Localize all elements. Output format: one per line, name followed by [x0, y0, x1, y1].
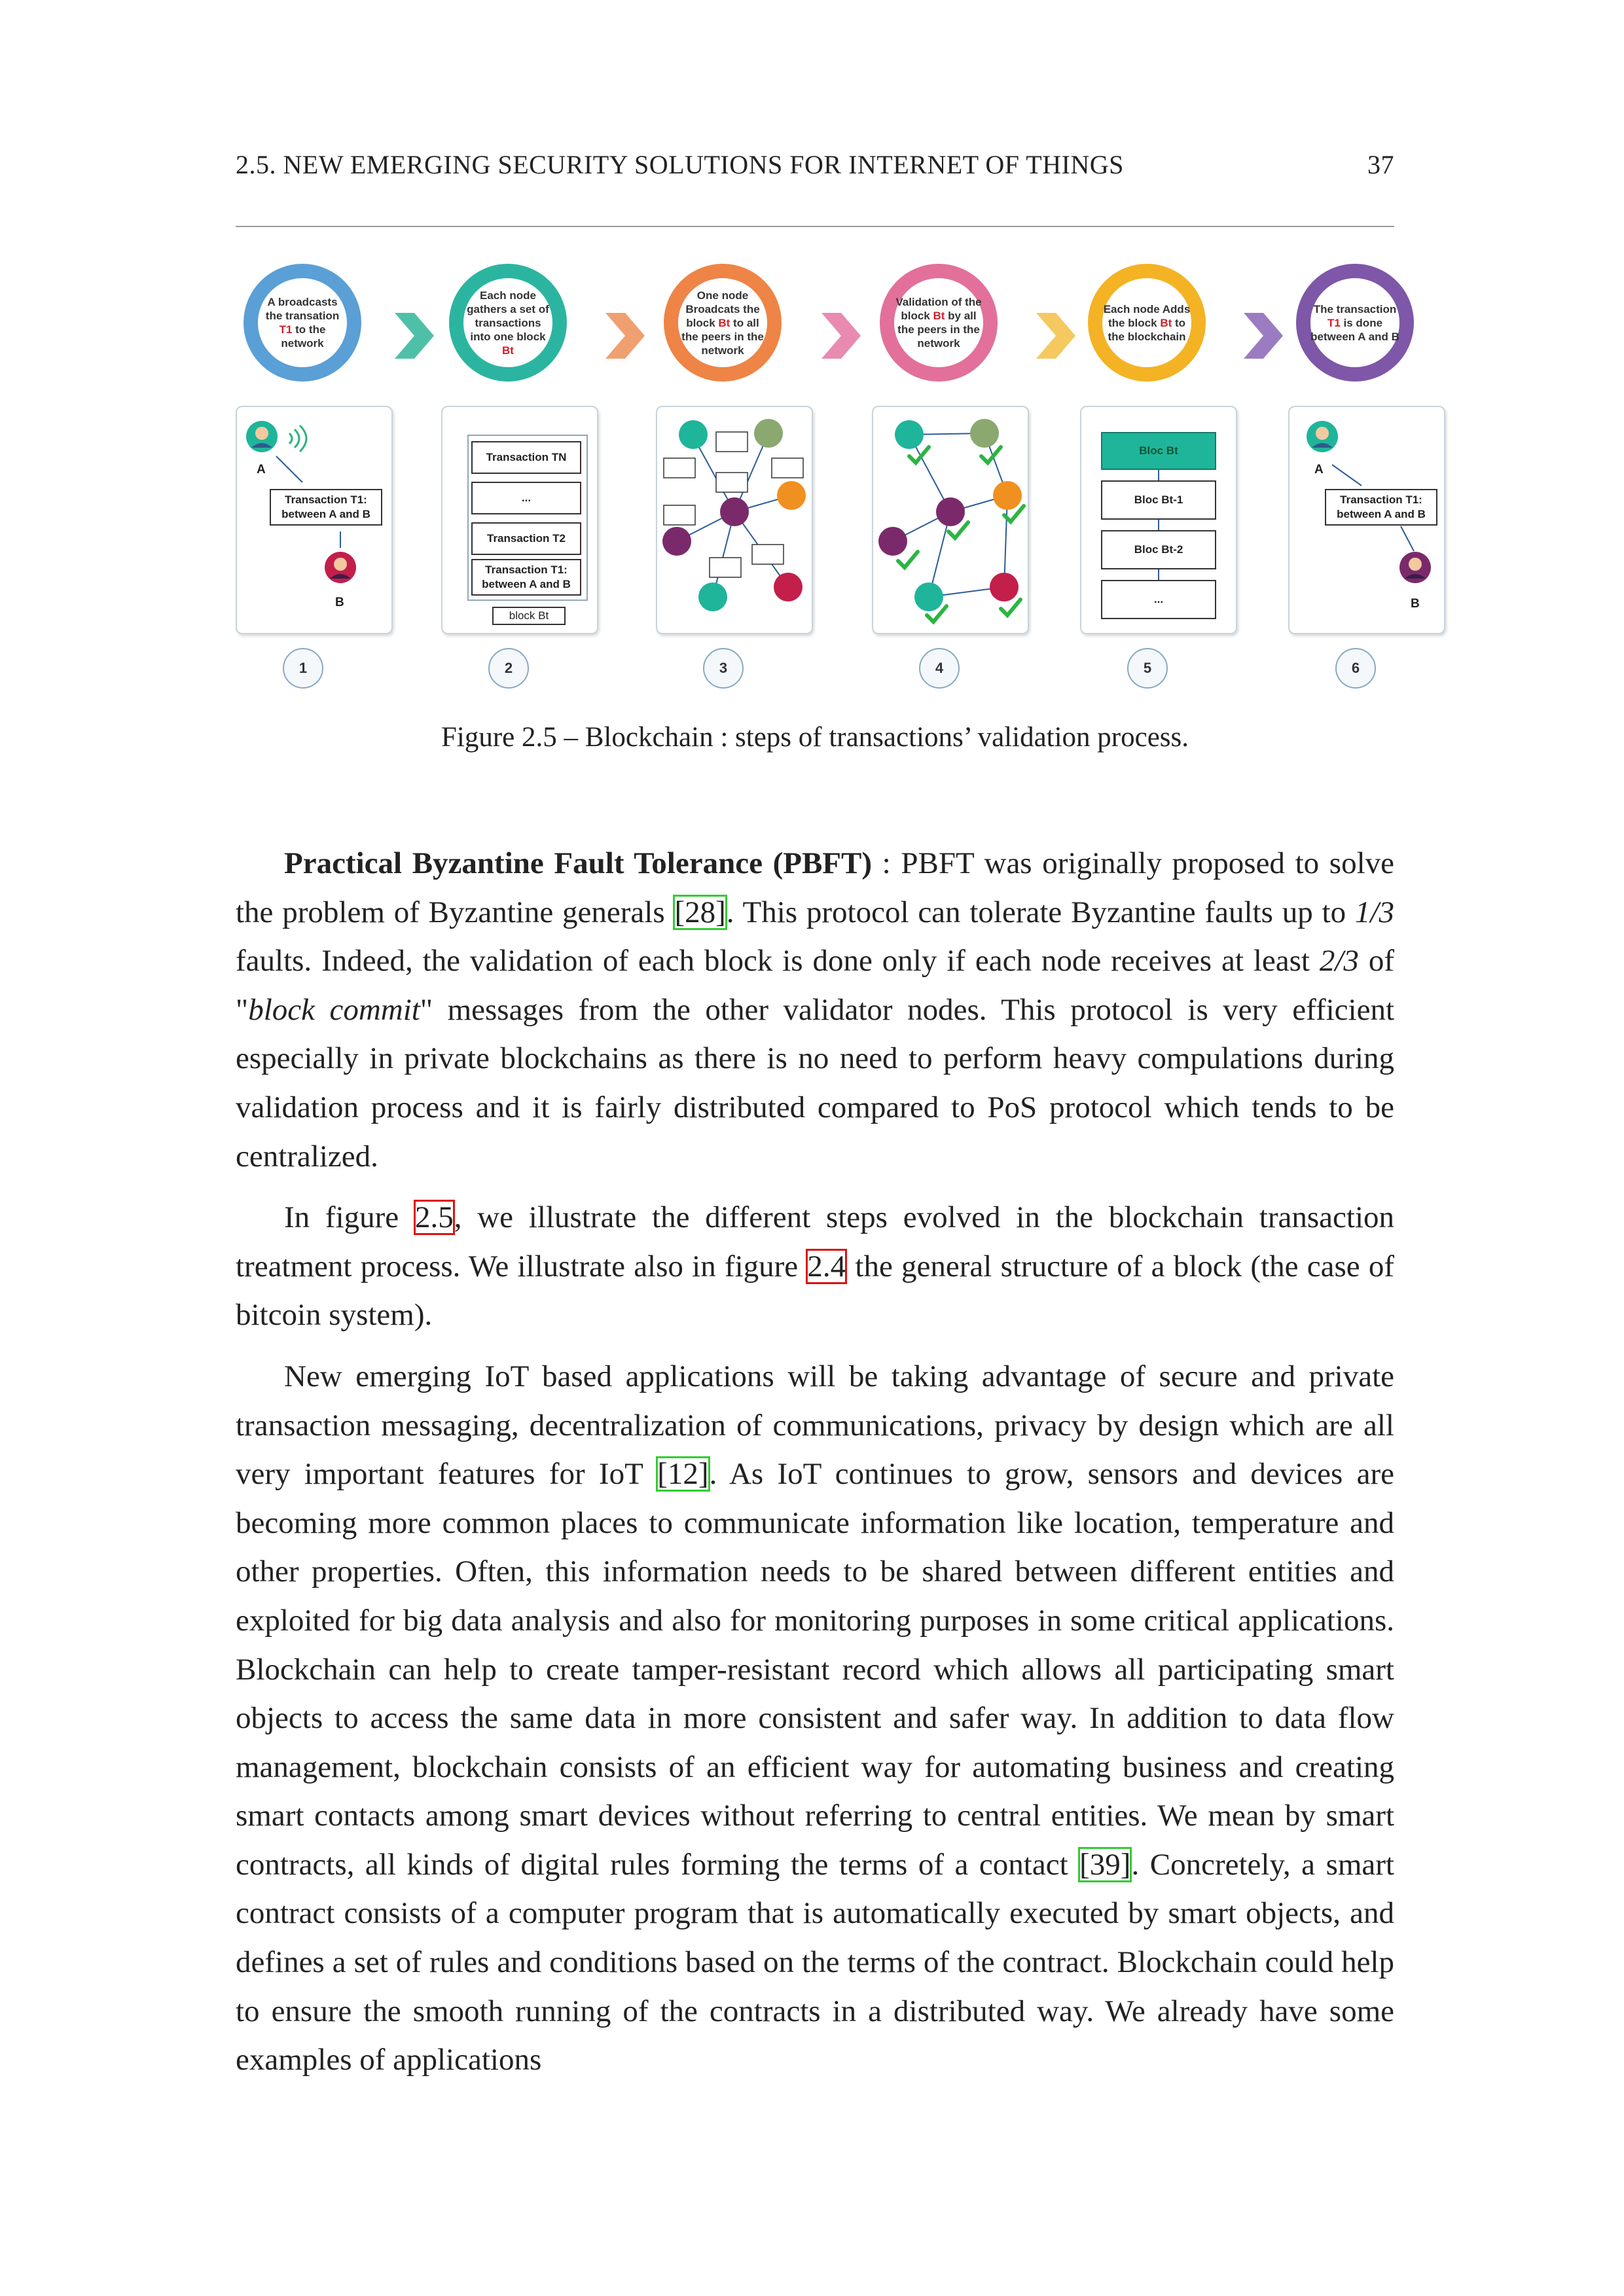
- step-5: [1080, 259, 1237, 697]
- figure-ref-link[interactable]: 2.4: [807, 1249, 846, 1283]
- block-row: Transaction T2: [471, 522, 581, 555]
- network-validation-diagram: [873, 407, 1028, 633]
- section-title: 2.5. NEW EMERGING SECURITY SOLUTIONS FOR INTERNET OF THINGS: [236, 150, 1124, 179]
- paragraph-pbft: Practical Byzantine Fault Tolerance (PBFT) : PBFT was originally proposed to solve the problem of Byzantine generals [28]. This protocol can tolerate Byzantine faults up to 1/3 faults. Indeed, the validation of each block is done only if each node receives at least 2/3 of "block commit" messages from the other validator nodes. This protocol is very efficient especially in private blockchains as there is no need to perform heavy compulations during validation process and it is fairly distributed compared to PoS protocol which tends to be centralized.: [236, 846, 1395, 1174]
- blockchain-block: ...: [1101, 580, 1216, 619]
- step-ring: Validation of the block Bt by all the peers in the network: [880, 264, 998, 382]
- citation-link[interactable]: [39]: [1079, 1847, 1131, 1882]
- paragraph-iot: New emerging IoT based applications will be taking advantage of secure and private transaction messaging, decentralization of communications, privacy by design which are all very important features for IoT [12]. As IoT continues to grow, sensors and devices are becoming more common places to communicate information like location, temperature and other properties. Often, this information needs to be shared between different entities and exploited for big data analysis and also for monitoring purposes in some critical applications. Blockchain can help to create tamper-resistant record which allows all participating smart objects to access the same data in more consistent and safer way. In addition to data flow management, blockchain consists of an efficient way for automating business and creating smart contacts among smart devices without referring to central entities. We mean by smart contracts, all kinds of digital rules forming the terms of a contact [39]. Concretely, a smart contract consists of a computer program that is automatically executed by smart objects, and defines a set of rules and conditions based on the terms of the contract. Blockchain could help to ensure the smooth running of the contracts in a distributed way. We already have some examples of applications: [236, 1359, 1394, 2077]
- block-row: Transaction TN: [471, 441, 581, 474]
- step-panel: [872, 406, 1029, 634]
- blockchain-block: Bloc Bt: [1101, 432, 1216, 470]
- label-b: B: [335, 596, 344, 609]
- step-number: 2: [488, 648, 529, 689]
- page-number: 37: [1367, 150, 1394, 179]
- step-ring: One node Broadcats the block Bt to all the peers in the network: [664, 264, 782, 382]
- step-2: [441, 259, 598, 697]
- citation-link[interactable]: [12]: [657, 1457, 709, 1492]
- header-rule: [236, 226, 1394, 227]
- paragraph-figure-ref: In figure 2.5, we illustrate the different steps evolved in the blockchain transaction treatment process. We illustrate also in figure 2.4 the general structure of a block (the case of bitcoin system).: [236, 1200, 1394, 1333]
- running-header: [236, 149, 1394, 188]
- figure-caption: Figure 2.5 – Blockchain : steps of transactions’ validation process.: [441, 722, 1189, 753]
- label-a: A: [257, 463, 266, 476]
- body-text: [236, 839, 1394, 2097]
- blockchain-block: Bloc Bt-1: [1101, 480, 1216, 520]
- blockchain-figure: [236, 259, 1466, 704]
- block-row: Transaction T1: between A and B: [471, 559, 581, 596]
- step-ring: A broadcasts the transation T1 to the network: [244, 264, 361, 382]
- step-ring: Each node Adds the block Bt to the blockchain: [1088, 264, 1206, 382]
- step-panel: [1288, 406, 1445, 634]
- step-1: [236, 259, 393, 697]
- step-4: [872, 259, 1029, 697]
- step-panel: [236, 406, 393, 634]
- step-number: 6: [1335, 648, 1376, 689]
- network-broadcast-diagram: [657, 407, 812, 633]
- step-number: 5: [1127, 648, 1168, 689]
- step-panel: [441, 406, 598, 634]
- label-b: B: [1411, 597, 1420, 611]
- label-a: A: [1314, 463, 1324, 476]
- block-row: ...: [471, 482, 581, 514]
- step-number: 1: [283, 648, 323, 689]
- transaction-box: Transaction T1: between A and B: [270, 489, 382, 526]
- figure-ref-link[interactable]: 2.5: [414, 1200, 454, 1235]
- blockchain-block: Bloc Bt-2: [1101, 530, 1216, 569]
- step-ring: The transaction T1 is done between A and B: [1296, 264, 1414, 382]
- step-panel: [656, 406, 813, 634]
- step-number: 3: [703, 648, 744, 689]
- step-3: [656, 259, 813, 697]
- step-panel: [1080, 406, 1237, 634]
- step-ring: Each node gathers a set of transactions into one block Bt: [449, 264, 567, 382]
- block-label: block Bt: [492, 607, 566, 625]
- citation-link[interactable]: [28]: [674, 895, 726, 929]
- step-6: [1288, 259, 1445, 697]
- transaction-box: Transaction T1: between A and B: [1325, 489, 1437, 526]
- step-number: 4: [919, 648, 960, 689]
- term-pbft: Practical Byzantine Fault Tolerance (PBFT): [284, 846, 873, 880]
